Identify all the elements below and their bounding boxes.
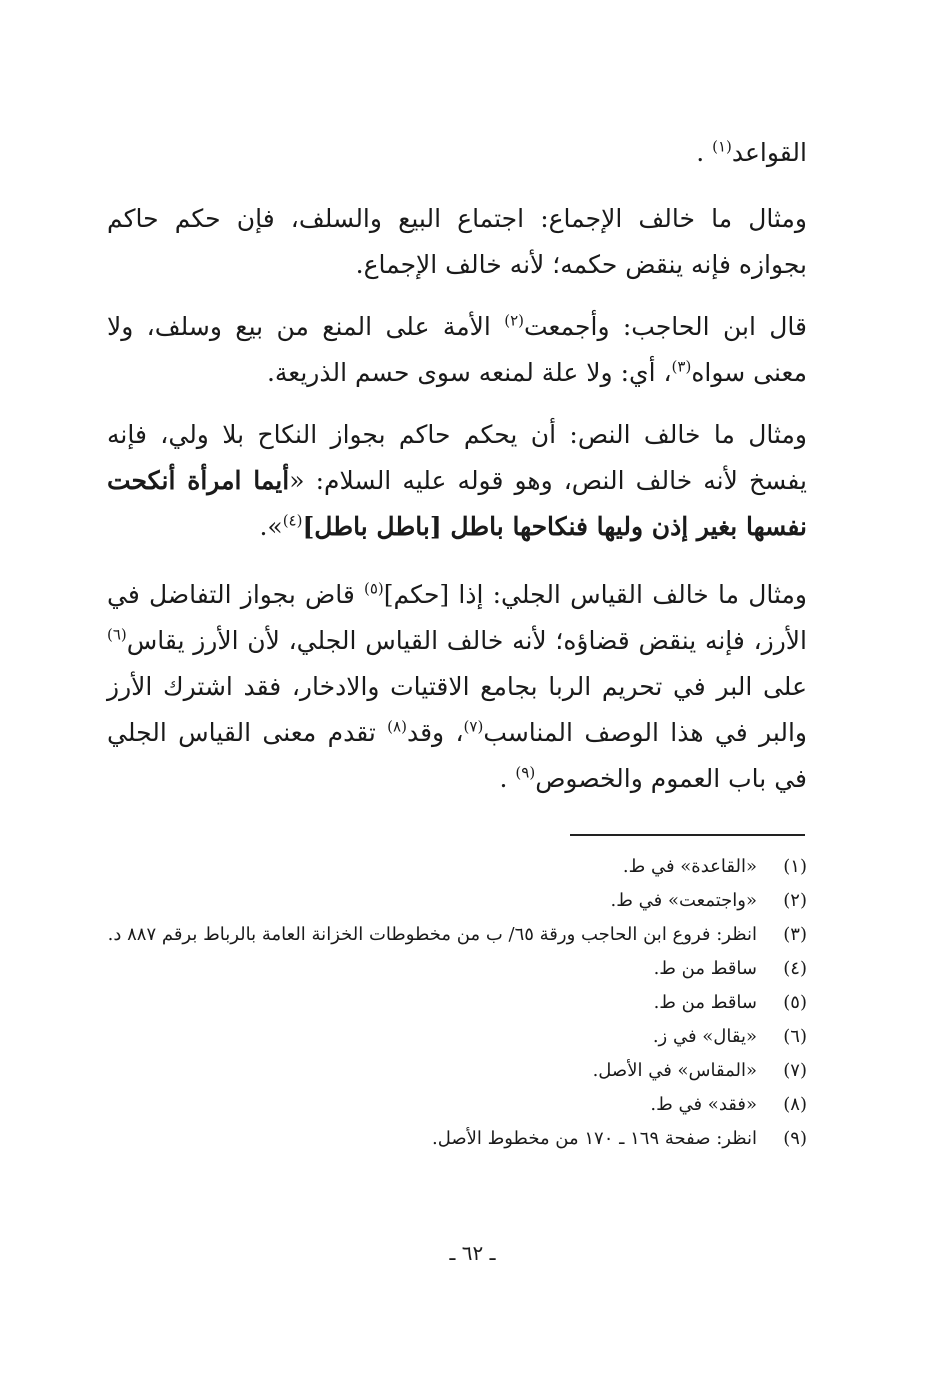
p2-text-a: قال ابن الحاجب: وأجمعت xyxy=(523,312,807,341)
footnote xyxy=(107,918,807,952)
p2-text-b: الأمة على المنع من بيع وسلف، ولا معنى سواه xyxy=(107,312,807,387)
footnote-number: (٦) xyxy=(783,1026,807,1047)
footnote-number: (٩) xyxy=(783,1128,807,1149)
footnote-text: ساقط من ط. xyxy=(653,958,757,979)
footnote xyxy=(107,850,807,884)
footnote-ref-8: (٨) xyxy=(387,717,407,736)
p1-text: ومثال ما خالف الإجماع: اجتماع البيع والسلف، فإن حكم حاكم بجوازه فإنه ينقض حكمه؛ لأنه خالف الإجماع. xyxy=(107,204,807,279)
footnote xyxy=(107,952,807,986)
footnote-text: «واجتمعت» في ط. xyxy=(610,890,757,911)
footnote-ref-1: (١) xyxy=(712,137,732,156)
hadith-quote: أيما امرأة أنكحت نفسها بغير إذن وليها فنكاحها باطل [باطل باطل] xyxy=(107,466,807,541)
footnote-number: (٤) xyxy=(783,958,807,979)
footnote-number: (٥) xyxy=(783,992,807,1013)
paragraph-1 xyxy=(107,196,807,288)
footnote-text: ساقط من ط. xyxy=(653,992,757,1013)
p0-text: القواعد xyxy=(731,138,807,167)
p3-text-b: ». xyxy=(259,512,283,541)
footnote-number: (١) xyxy=(783,856,807,877)
footnote-text: «فقد» في ط. xyxy=(650,1094,757,1115)
p4-text-a: ومثال ما خالف القياس الجلي: إذا [حكم] xyxy=(383,580,807,609)
footnote-ref-2: (٢) xyxy=(504,311,524,330)
footnote-text: انظر: صفحة ١٦٩ ـ ١٧٠ من مخطوط الأصل. xyxy=(431,1128,757,1149)
footnote-ref-3: (٣) xyxy=(671,357,692,376)
p4-text-f: . xyxy=(499,764,516,793)
footnote-text: انظر: فروع ابن الحاجب ورقة ٦٥/ ب من مخطوطات الخزانة العامة بالرباط برقم ٨٨٧ د. xyxy=(107,924,757,945)
footnote-ref-7: (٧) xyxy=(463,717,484,736)
paragraph-4 xyxy=(107,572,807,802)
p3-text-a: ومثال ما خالف النص: أن يحكم حاكم بجواز النكاح بلا ولي، فإنه يفسخ لأنه خالف النص، وهو قوله عليه السلام: « xyxy=(107,420,807,495)
footnote-number: (٧) xyxy=(783,1060,807,1081)
footnote-text: «القاعدة» في ط. xyxy=(622,856,757,877)
footnote-text: «يقال» في ز. xyxy=(652,1026,757,1047)
p4-text-e: تقدم معنى القياس الجلي في باب العموم والخصوص xyxy=(107,718,807,793)
footnote xyxy=(107,1122,807,1156)
footnote xyxy=(107,1088,807,1122)
p4-text-c: على البر في تحريم الربا بجامع الاقتيات والادخار، فقد اشترك الأرز والبر في هذا الوصف المناسب xyxy=(107,672,808,747)
paragraph-2 xyxy=(107,304,807,396)
footnote-number: (٣) xyxy=(783,924,807,945)
footnotes xyxy=(107,850,807,1156)
footnote-ref-6: (٦) xyxy=(107,625,127,644)
footnote-text: «المقاس» في الأصل. xyxy=(592,1060,757,1081)
footnote xyxy=(107,884,807,918)
footnote-number: (٨) xyxy=(783,1094,807,1115)
footnote-ref-4: (٤) xyxy=(282,511,303,530)
footnote xyxy=(107,1020,807,1054)
footnote xyxy=(107,1054,807,1088)
p2-text-c: ، أي: ولا علة لمنعه سوى حسم الذريعة. xyxy=(266,358,672,387)
footnote xyxy=(107,986,807,1020)
footnote-ref-9: (٩) xyxy=(515,763,536,782)
footnote-number: (٢) xyxy=(783,890,807,911)
p4-text-b: قاض بجواز التفاضل في الأرز، فإنه ينقض قضاؤه؛ لأنه خالف القياس الجلي، لأن الأرز يقاس xyxy=(107,580,807,655)
page-number: ـ ٦٢ ـ xyxy=(449,1241,496,1265)
paragraph-0 xyxy=(107,130,807,176)
p4-text-d: ، وقد xyxy=(406,718,464,747)
paragraph-3 xyxy=(107,412,807,550)
p0-end: . xyxy=(696,138,713,167)
footnote-ref-5: (٥) xyxy=(364,579,384,598)
footnote-divider xyxy=(570,834,805,836)
